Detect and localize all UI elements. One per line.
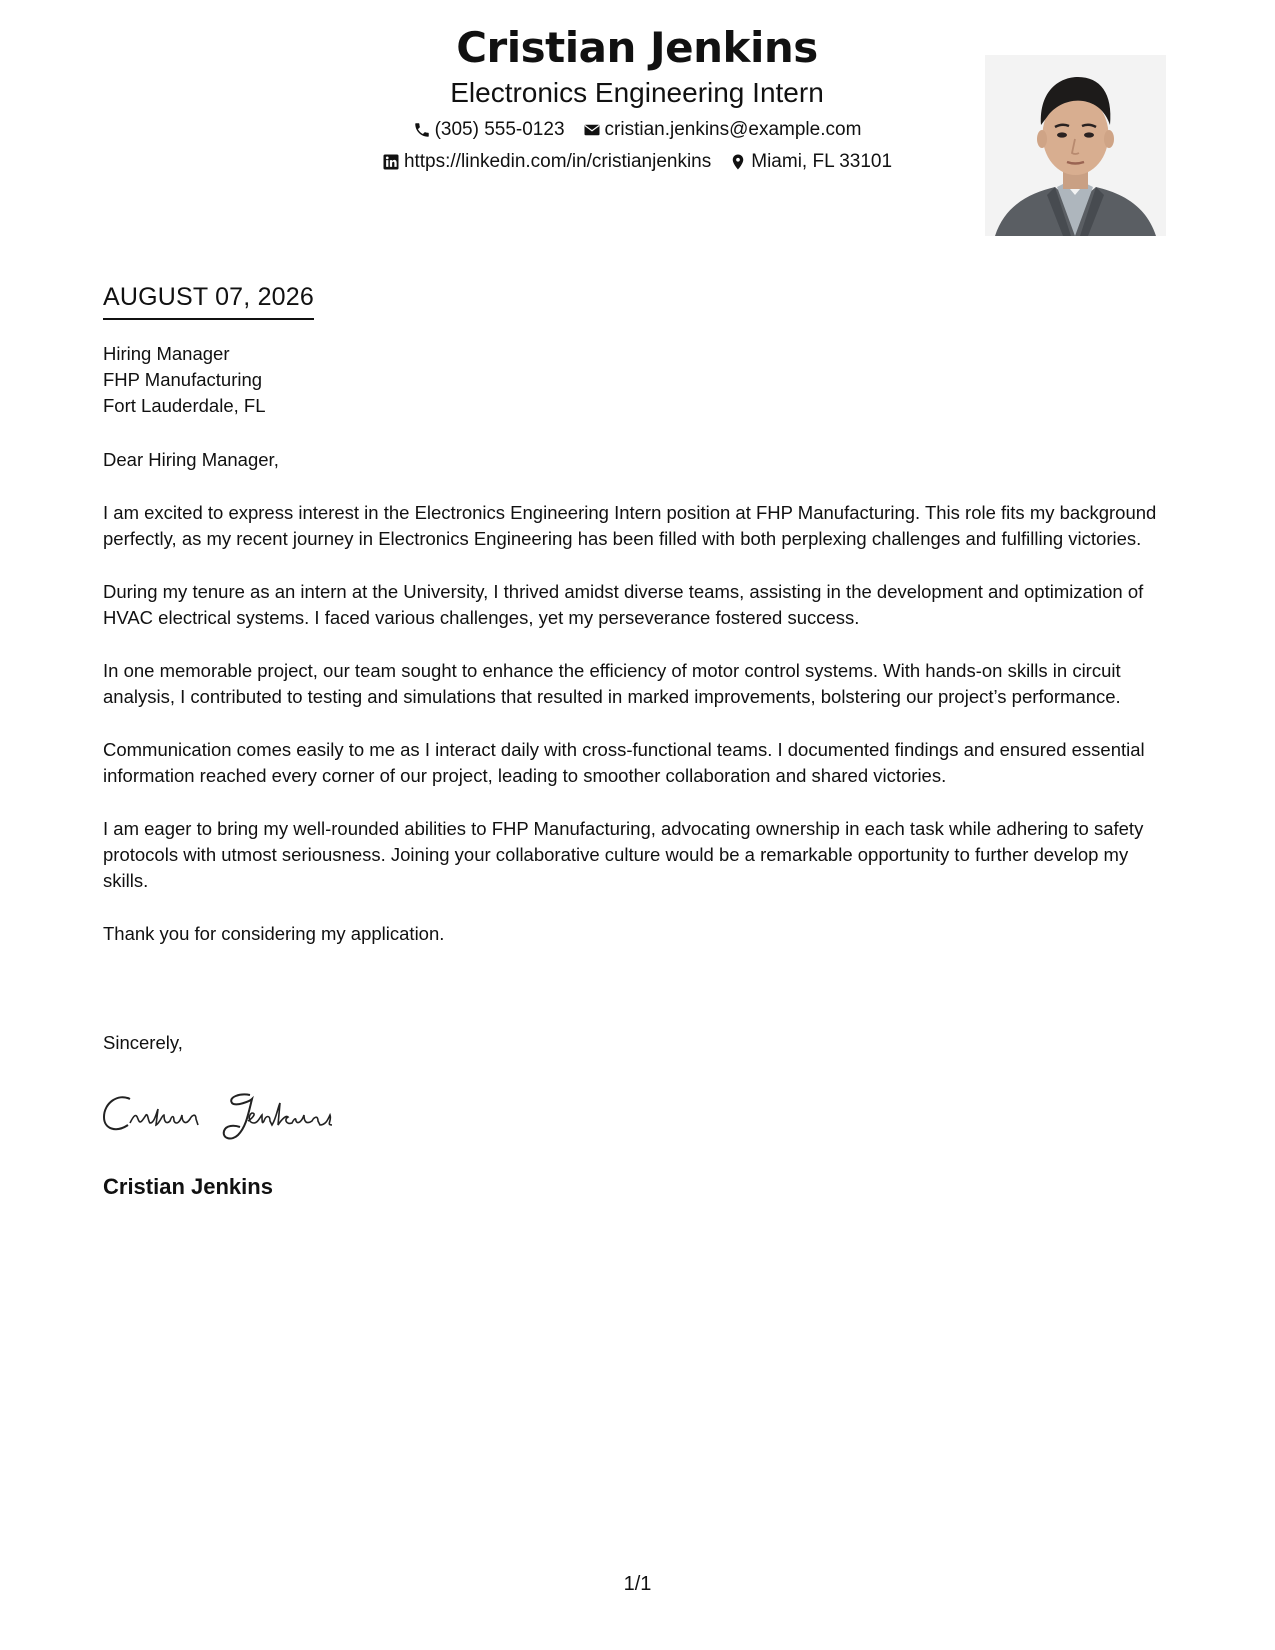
salutation: Dear Hiring Manager, — [103, 449, 279, 470]
recipient-location: Fort Lauderdale, FL — [103, 395, 266, 416]
page-number: 1/1 — [623, 1573, 652, 1595]
body-paragraph: Communication comes easily to me as I interact daily with cross-functional teams. I documented findings and ensured essential information reached every corner of our project, leading to smoother collaboration and shared victories. — [103, 739, 1145, 786]
phone-icon — [413, 121, 431, 139]
location-text: Miami, FL 33101 — [751, 151, 893, 172]
profile-photo — [985, 55, 1166, 236]
recipient-block — [103, 341, 265, 419]
recipient-company: FHP Manufacturing — [103, 369, 263, 390]
signer-name: Cristian Jenkins — [103, 1174, 273, 1199]
contact-row-secondary — [322, 150, 952, 174]
linkedin-icon — [382, 153, 400, 171]
contact-row-primary — [322, 118, 952, 142]
closing-line: Sincerely, — [103, 1032, 183, 1053]
contact-location — [729, 150, 892, 174]
body-paragraph: I am eager to bring my well-rounded abilities to FHP Manufacturing, advocating ownership in each task while adhering to safety protocols with utmost seriousness. Joining your collaborative culture would be a remarkable opportunity to further develop my skills. — [103, 818, 1144, 891]
letter-date: AUGUST 07, 2026 — [103, 282, 314, 320]
body-paragraph: In one memorable project, our team sought to enhance the efficiency of motor control systems. With hands-on skills in circuit analysis, I contributed to testing and simulations that resulted in marked improvements, bolstering our project’s performance. — [103, 660, 1121, 707]
handwritten-signature — [100, 1085, 370, 1145]
applicant-name: Cristian Jenkins — [456, 23, 818, 72]
linkedin-url[interactable]: https://linkedin.com/in/cristianjenkins — [403, 151, 712, 172]
body-paragraph: During my tenure as an intern at the University, I thrived amidst diverse teams, assisting in the development and optimization of HVAC electrical systems. I faced various challenges, yet my perseverance fostered success. — [103, 581, 1144, 628]
body-paragraph: Thank you for considering my application. — [103, 923, 445, 944]
phone-number[interactable]: (305) 555-0123 — [434, 119, 565, 140]
contact-linkedin — [382, 150, 711, 174]
applicant-title: Electronics Engineering Intern — [450, 77, 824, 108]
envelope-icon — [583, 121, 601, 139]
body-paragraph: I am excited to express interest in the Electronics Engineering Intern position at FHP Manufacturing. This role fits my background perfectly, as my recent journey in Electronics Engineering has been filled with both perplexing challenges and fulfilling victories. — [103, 502, 1157, 549]
letter-body — [103, 447, 1178, 974]
recipient-name: Hiring Manager — [103, 343, 230, 364]
map-marker-icon — [729, 153, 747, 171]
header-text-block — [322, 22, 952, 174]
contact-email — [583, 118, 862, 142]
contact-phone — [413, 118, 565, 142]
email-address[interactable]: cristian.jenkins@example.com — [604, 119, 862, 140]
